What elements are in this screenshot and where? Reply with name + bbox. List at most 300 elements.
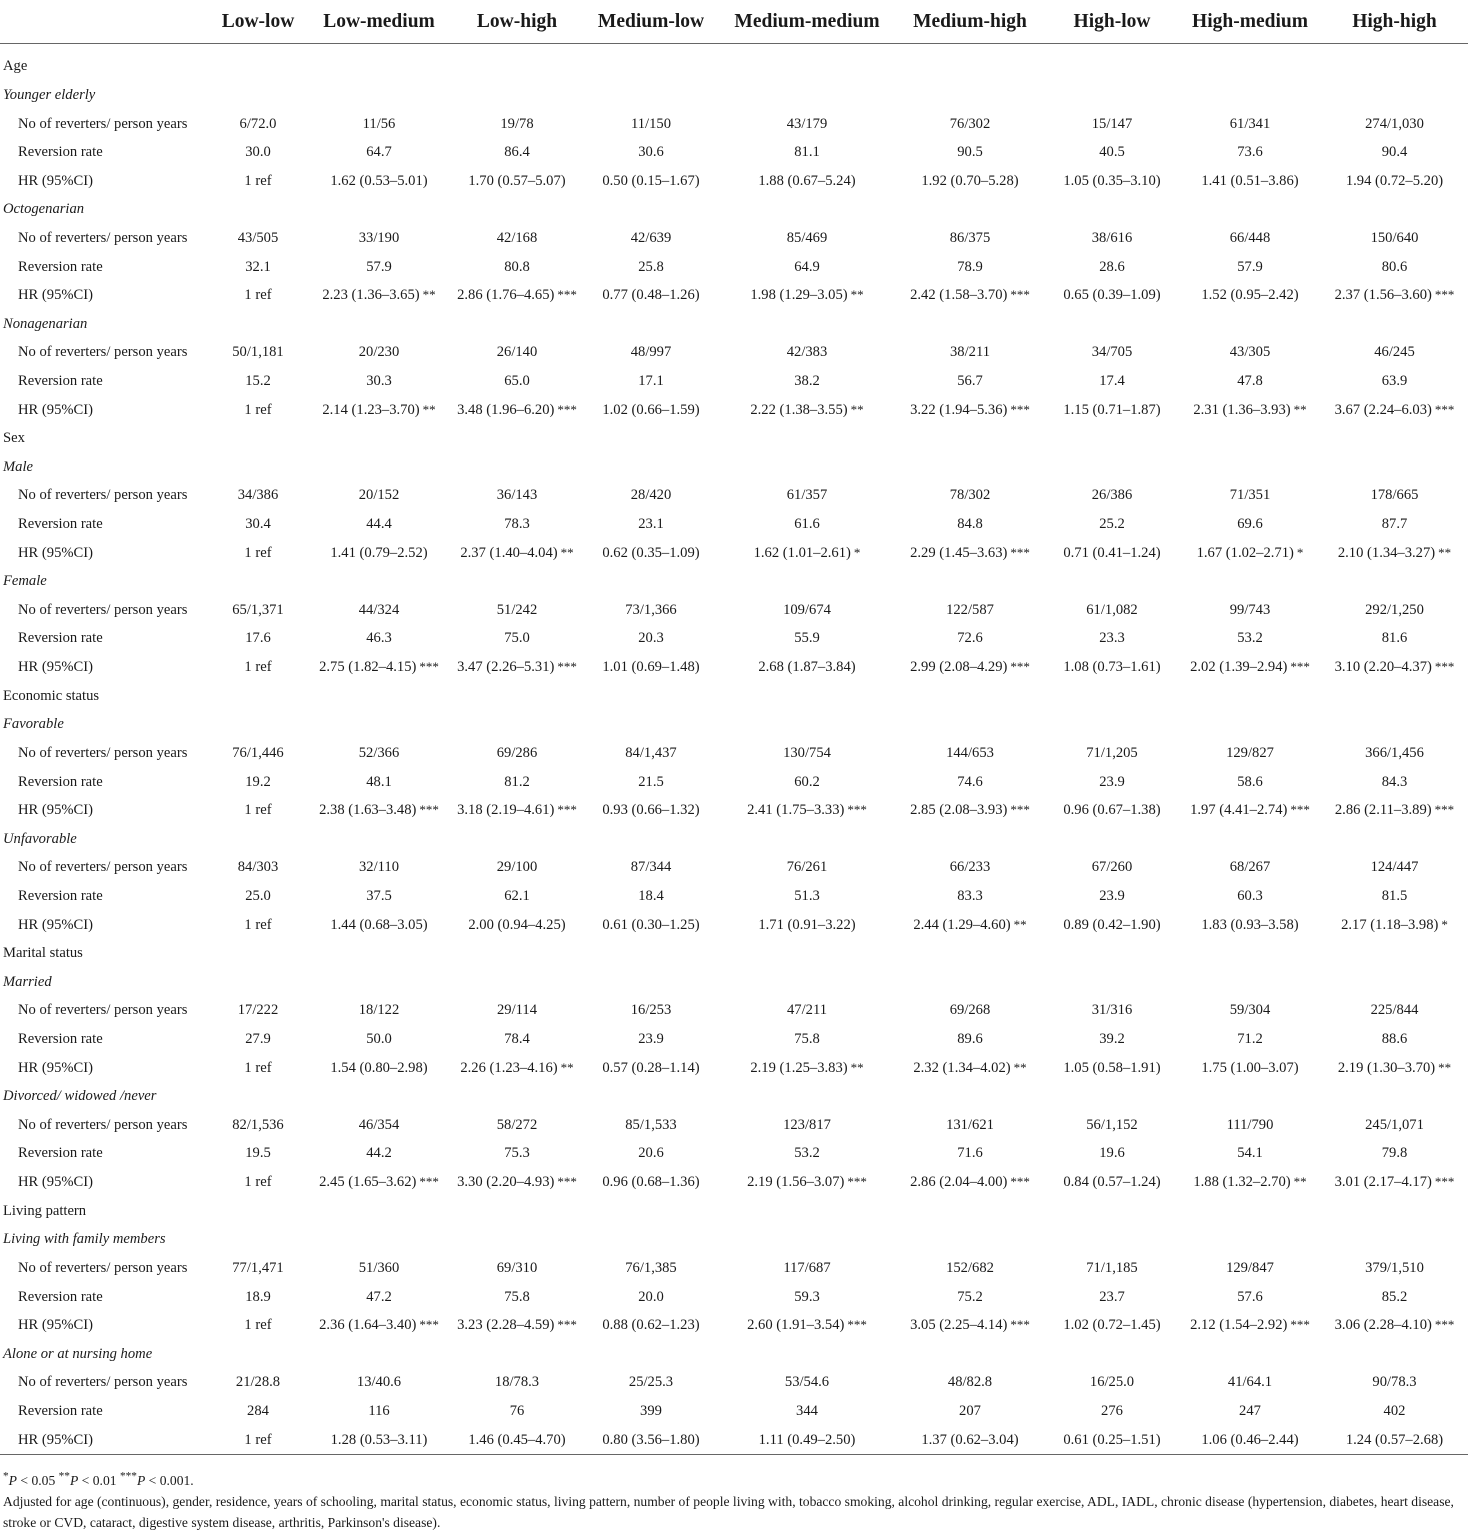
rate-value: 30.0 bbox=[245, 144, 271, 161]
hr-row bbox=[0, 538, 1468, 567]
row-label-rate: Reversion rate bbox=[18, 1288, 103, 1305]
significance-legend bbox=[3, 1470, 194, 1488]
empty-cell bbox=[895, 968, 1045, 997]
row-label-reverters: No of reverters/ person years bbox=[18, 1259, 188, 1276]
row-label-hr: HR (95%CI) bbox=[18, 1317, 93, 1334]
empty-cell bbox=[1179, 824, 1321, 853]
sig-p: P bbox=[136, 1472, 146, 1488]
empty-cell bbox=[1045, 309, 1179, 338]
hr-cell bbox=[583, 281, 719, 310]
hr-value: 3.47 (2.26–5.31) bbox=[457, 659, 555, 676]
hr-cell bbox=[451, 1053, 583, 1082]
empty-cell bbox=[895, 453, 1045, 482]
rate-value: 74.6 bbox=[957, 773, 983, 790]
reverters-value: 67/260 bbox=[1091, 859, 1133, 876]
empty-cell bbox=[451, 1225, 583, 1254]
hr-cell bbox=[1045, 1311, 1179, 1340]
rate-value: 84.3 bbox=[1381, 773, 1408, 790]
empty-cell bbox=[1179, 1082, 1321, 1111]
reverters-value: 69/268 bbox=[949, 1002, 991, 1019]
rate-value: 84.8 bbox=[957, 516, 983, 533]
hr-row bbox=[0, 1053, 1468, 1082]
significance-marker: *** bbox=[1010, 659, 1030, 675]
reverters-value: 130/754 bbox=[783, 744, 831, 761]
empty-cell bbox=[209, 424, 307, 453]
rate-value: 75.8 bbox=[794, 1031, 820, 1048]
hr-value: 1.62 (1.01–2.61) bbox=[753, 544, 851, 561]
reverters-value: 21/28.8 bbox=[235, 1374, 281, 1391]
empty-cell bbox=[307, 968, 451, 997]
hr-value: 1.83 (0.93–3.58) bbox=[1201, 916, 1299, 933]
hr-value: 1.62 (0.53–5.01) bbox=[330, 172, 428, 189]
hr-value: 3.05 (2.25–4.14) bbox=[910, 1317, 1008, 1334]
rate-value: 89.6 bbox=[957, 1031, 983, 1048]
group-title: Male bbox=[3, 458, 33, 475]
hr-cell bbox=[1321, 166, 1468, 195]
column-header: Medium-medium bbox=[719, 0, 895, 44]
hr-cell bbox=[895, 538, 1045, 567]
reverters-value: 58/272 bbox=[496, 1116, 538, 1133]
hr-value: 2.22 (1.38–3.55) bbox=[750, 401, 848, 418]
reverters-row bbox=[0, 1368, 1468, 1397]
empty-cell bbox=[719, 424, 895, 453]
empty-cell bbox=[719, 824, 895, 853]
significance-marker: ** bbox=[1293, 401, 1307, 417]
empty-cell bbox=[895, 44, 1045, 81]
hr-cell bbox=[583, 1311, 719, 1340]
empty-cell bbox=[1321, 567, 1468, 596]
rate-value: 78.3 bbox=[504, 516, 530, 533]
reverters-value: 29/114 bbox=[497, 1002, 537, 1019]
reverters-value: 86/375 bbox=[949, 229, 991, 246]
rate-value: 88.6 bbox=[1381, 1031, 1408, 1048]
row-label-rate: Reversion rate bbox=[18, 773, 103, 790]
empty-cell bbox=[209, 44, 307, 81]
hr-row bbox=[0, 395, 1468, 424]
sig-threshold: < 0.01 bbox=[78, 1472, 120, 1488]
reverters-row bbox=[0, 109, 1468, 138]
header-label-cell bbox=[0, 0, 209, 44]
reverters-value: 50/1,181 bbox=[232, 344, 284, 361]
empty-cell bbox=[209, 824, 307, 853]
empty-cell bbox=[1045, 1196, 1179, 1225]
empty-cell bbox=[719, 453, 895, 482]
significance-marker: ** bbox=[560, 544, 574, 560]
rate-row bbox=[0, 138, 1468, 167]
rate-value: 21.5 bbox=[638, 773, 664, 790]
rate-value: 284 bbox=[247, 1402, 269, 1419]
empty-cell bbox=[209, 81, 307, 110]
group-title: Alone or at nursing home bbox=[3, 1345, 153, 1362]
sig-p: P bbox=[8, 1472, 17, 1488]
reverters-value: 11/56 bbox=[362, 115, 396, 132]
empty-cell bbox=[307, 44, 451, 81]
hr-cell bbox=[1045, 281, 1179, 310]
rate-row bbox=[0, 367, 1468, 396]
reverters-value: 16/25.0 bbox=[1089, 1374, 1135, 1391]
row-label-hr: HR (95%CI) bbox=[18, 544, 93, 561]
rate-value: 65.0 bbox=[504, 373, 530, 389]
rate-value: 25.8 bbox=[638, 258, 664, 275]
empty-cell bbox=[451, 1196, 583, 1225]
hr-value: 1.44 (0.68–3.05) bbox=[330, 916, 428, 933]
hr-cell bbox=[1179, 1425, 1321, 1454]
empty-cell bbox=[719, 939, 895, 968]
hr-cell bbox=[307, 1053, 451, 1082]
rate-value: 54.1 bbox=[1237, 1145, 1263, 1162]
empty-cell bbox=[451, 968, 583, 997]
hr-value: 3.67 (2.24–6.03) bbox=[1334, 401, 1432, 418]
hr-cell bbox=[307, 1311, 451, 1340]
reverters-value: 85/1,533 bbox=[625, 1116, 677, 1133]
hr-cell bbox=[719, 281, 895, 310]
hr-cell bbox=[583, 166, 719, 195]
reverters-row bbox=[0, 1254, 1468, 1283]
rate-value: 78.9 bbox=[957, 258, 983, 275]
rate-value: 71.6 bbox=[957, 1145, 983, 1162]
rate-value: 23.9 bbox=[1099, 773, 1125, 790]
rate-value: 44.2 bbox=[366, 1145, 392, 1162]
reverters-value: 82/1,536 bbox=[232, 1116, 284, 1133]
column-header: High-medium bbox=[1179, 0, 1321, 44]
hr-value: 1.97 (4.41–2.74) bbox=[1190, 802, 1288, 819]
empty-cell bbox=[1321, 195, 1468, 224]
reverters-value: 46/245 bbox=[1374, 344, 1415, 361]
reverters-value: 29/100 bbox=[496, 859, 538, 876]
reverters-value: 31/316 bbox=[1091, 1002, 1133, 1019]
group-title: Divorced/ widowed /never bbox=[3, 1088, 157, 1105]
empty-cell bbox=[1179, 44, 1321, 81]
significance-marker: ** bbox=[850, 287, 864, 303]
hr-value: 2.00 (0.94–4.25) bbox=[468, 916, 566, 933]
rate-value: 20.3 bbox=[638, 630, 664, 647]
hr-value: 0.88 (0.62–1.23) bbox=[602, 1317, 700, 1334]
reverters-value: 43/179 bbox=[786, 115, 828, 132]
reverters-row bbox=[0, 996, 1468, 1025]
reverters-value: 13/40.6 bbox=[356, 1374, 402, 1391]
reverters-value: 84/303 bbox=[237, 859, 279, 876]
group-row bbox=[0, 567, 1468, 596]
hr-cell bbox=[719, 538, 895, 567]
hr-cell bbox=[895, 1053, 1045, 1082]
reverters-value: 44/324 bbox=[358, 601, 400, 618]
rate-value: 57.9 bbox=[1237, 258, 1263, 275]
hr-cell bbox=[895, 910, 1045, 939]
rate-value: 402 bbox=[1383, 1402, 1406, 1419]
rate-value: 23.9 bbox=[1099, 887, 1125, 904]
hr-cell bbox=[209, 538, 307, 567]
group-title: Favorable bbox=[3, 716, 64, 733]
rate-value: 25.2 bbox=[1099, 516, 1125, 533]
sig-stars: *** bbox=[119, 1470, 137, 1482]
reverters-row bbox=[0, 224, 1468, 253]
hr-value: 1 ref bbox=[244, 401, 272, 418]
rate-value: 71.2 bbox=[1237, 1031, 1263, 1048]
row-label-hr: HR (95%CI) bbox=[18, 1174, 93, 1191]
hr-value: 1.41 (0.79–2.52) bbox=[330, 544, 428, 561]
hr-cell bbox=[895, 1311, 1045, 1340]
row-label-hr: HR (95%CI) bbox=[0, 1425, 209, 1454]
hr-cell bbox=[1179, 166, 1321, 195]
rate-value: 57.6 bbox=[1237, 1288, 1263, 1305]
reverters-value: 59/304 bbox=[1229, 1002, 1271, 1019]
rate-value: 87.7 bbox=[1381, 516, 1408, 533]
reverters-value: 38/616 bbox=[1091, 229, 1133, 246]
significance-marker: *** bbox=[1434, 1174, 1455, 1190]
hr-cell bbox=[1045, 1425, 1179, 1454]
reverters-value: 68/267 bbox=[1229, 859, 1271, 876]
hr-cell bbox=[209, 1311, 307, 1340]
hr-cell bbox=[1321, 796, 1468, 825]
empty-cell bbox=[895, 939, 1045, 968]
hr-cell bbox=[451, 1311, 583, 1340]
empty-cell bbox=[307, 81, 451, 110]
reverters-value: 41/64.1 bbox=[1227, 1374, 1273, 1391]
empty-cell bbox=[1045, 44, 1179, 81]
reverters-value: 129/827 bbox=[1226, 744, 1274, 761]
hr-cell bbox=[1179, 1168, 1321, 1197]
empty-cell bbox=[209, 567, 307, 596]
rate-row bbox=[0, 1397, 1468, 1426]
hr-value: 2.37 (1.56–3.60) bbox=[1334, 287, 1432, 304]
hr-cell bbox=[1179, 1311, 1321, 1340]
column-header: Low-high bbox=[451, 0, 583, 44]
hr-cell bbox=[719, 910, 895, 939]
reverters-value: 71/1,205 bbox=[1086, 744, 1138, 761]
hr-cell bbox=[209, 910, 307, 939]
row-label-hr: HR (95%CI) bbox=[18, 287, 93, 304]
hr-value: 2.32 (1.34–4.02) bbox=[913, 1059, 1011, 1076]
significance-marker: *** bbox=[847, 802, 867, 818]
rate-value: 30.4 bbox=[245, 516, 271, 533]
hr-cell bbox=[1179, 653, 1321, 682]
row-label-rate: Reversion rate bbox=[18, 258, 103, 275]
significance-marker: * bbox=[1296, 544, 1304, 560]
hr-value: 1.41 (0.51–3.86) bbox=[1201, 172, 1299, 189]
rate-value: 81.5 bbox=[1381, 887, 1408, 904]
group-row bbox=[0, 1082, 1468, 1111]
row-label-reverters: No of reverters/ person years bbox=[18, 744, 188, 761]
hr-row bbox=[0, 1311, 1468, 1340]
hr-cell bbox=[719, 1053, 895, 1082]
significance-marker: *** bbox=[557, 401, 577, 417]
empty-cell bbox=[209, 968, 307, 997]
significance-marker: *** bbox=[419, 659, 439, 675]
hr-cell bbox=[307, 281, 451, 310]
rate-value: 48.1 bbox=[366, 773, 392, 790]
empty-cell bbox=[451, 681, 583, 710]
reverters-value: 61/357 bbox=[786, 487, 828, 504]
empty-cell bbox=[1321, 939, 1468, 968]
reverters-value: 90/78.3 bbox=[1372, 1374, 1417, 1391]
hr-value: 1 ref bbox=[244, 916, 272, 933]
group-row bbox=[0, 710, 1468, 739]
significance-marker: ** bbox=[1438, 544, 1452, 560]
row-label-reverters: No of reverters/ person years bbox=[18, 115, 188, 132]
hr-value: 1.02 (0.72–1.45) bbox=[1063, 1317, 1161, 1334]
reverters-value: 69/310 bbox=[496, 1259, 538, 1276]
empty-cell bbox=[583, 710, 719, 739]
empty-cell bbox=[1045, 939, 1179, 968]
hr-value: 1.11 (0.49–2.50) bbox=[758, 1431, 856, 1448]
hr-value: 1.75 (1.00–3.07) bbox=[1201, 1059, 1299, 1076]
hr-cell bbox=[719, 653, 895, 682]
reverters-value: 366/1,456 bbox=[1365, 744, 1424, 761]
row-label-reverters: No of reverters/ person years bbox=[18, 487, 188, 504]
rate-value: 18.9 bbox=[245, 1288, 271, 1305]
reverters-value: 32/110 bbox=[359, 859, 399, 876]
rate-value: 47.8 bbox=[1237, 373, 1263, 389]
column-header: Low-medium bbox=[307, 0, 451, 44]
reverters-value: 34/705 bbox=[1091, 344, 1133, 361]
empty-cell bbox=[583, 195, 719, 224]
reverters-value: 76/1,385 bbox=[625, 1259, 677, 1276]
column-header: High-high bbox=[1321, 0, 1468, 44]
rate-value: 60.3 bbox=[1237, 887, 1263, 904]
rate-value: 15.2 bbox=[245, 373, 271, 389]
hr-value: 2.17 (1.18–3.98) bbox=[1341, 916, 1439, 933]
rate-value: 75.2 bbox=[957, 1288, 983, 1305]
significance-marker: * bbox=[853, 544, 861, 560]
empty-cell bbox=[1179, 1196, 1321, 1225]
hr-cell bbox=[1179, 796, 1321, 825]
empty-cell bbox=[719, 44, 895, 81]
reverters-value: 84/1,437 bbox=[625, 744, 677, 761]
section-title: Marital status bbox=[3, 945, 83, 962]
empty-cell bbox=[307, 195, 451, 224]
hr-value: 1.52 (0.95–2.42) bbox=[1201, 287, 1299, 304]
rate-value: 23.3 bbox=[1099, 630, 1125, 647]
hr-cell bbox=[307, 653, 451, 682]
significance-marker: * bbox=[1441, 916, 1448, 932]
reverters-value: 17/222 bbox=[237, 1002, 279, 1019]
reverters-value: 51/242 bbox=[496, 601, 538, 618]
rate-value: 32.1 bbox=[245, 258, 271, 275]
empty-cell bbox=[1045, 1225, 1179, 1254]
rate-row bbox=[0, 1025, 1468, 1054]
significance-marker: ** bbox=[1438, 1059, 1452, 1075]
rate-value: 69.6 bbox=[1237, 516, 1263, 533]
hr-cell bbox=[209, 1425, 307, 1454]
reverters-value: 124/447 bbox=[1370, 859, 1419, 876]
empty-cell bbox=[1045, 824, 1179, 853]
hr-cell bbox=[1179, 910, 1321, 939]
empty-cell bbox=[307, 681, 451, 710]
group-title: Unfavorable bbox=[3, 830, 77, 847]
hr-cell bbox=[895, 653, 1045, 682]
empty-cell bbox=[895, 1196, 1045, 1225]
empty-cell bbox=[583, 453, 719, 482]
reverters-value: 144/653 bbox=[946, 744, 994, 761]
rate-value: 53.2 bbox=[794, 1145, 820, 1162]
hr-cell bbox=[1045, 1168, 1179, 1197]
rate-row bbox=[0, 767, 1468, 796]
rate-value: 46.3 bbox=[366, 630, 392, 647]
rate-value: 59.3 bbox=[794, 1288, 820, 1305]
hr-value: 3.18 (2.19–4.61) bbox=[457, 802, 555, 819]
hr-value: 2.29 (1.45–3.63) bbox=[910, 544, 1008, 561]
reverters-value: 36/143 bbox=[496, 487, 538, 504]
hr-value: 1.94 (0.72–5.20) bbox=[1345, 172, 1444, 189]
significance-marker: *** bbox=[1010, 544, 1030, 560]
empty-cell bbox=[895, 824, 1045, 853]
hr-cell bbox=[451, 1425, 583, 1454]
reverters-value: 6/72.0 bbox=[239, 115, 277, 132]
hr-value: 3.30 (2.20–4.93) bbox=[457, 1174, 555, 1191]
reverters-row bbox=[0, 596, 1468, 625]
empty-cell bbox=[583, 1082, 719, 1111]
empty-cell bbox=[451, 567, 583, 596]
significance-marker: *** bbox=[1290, 1317, 1310, 1333]
hr-value: 0.62 (0.35–1.09) bbox=[602, 544, 700, 561]
empty-cell bbox=[719, 968, 895, 997]
significance-marker: *** bbox=[1434, 287, 1455, 303]
hr-row bbox=[0, 166, 1468, 195]
row-label-hr: HR (95%CI) bbox=[18, 401, 93, 418]
sig-stars: ** bbox=[58, 1470, 70, 1482]
reverters-value: 66/448 bbox=[1229, 229, 1271, 246]
hr-row bbox=[0, 796, 1468, 825]
rate-value: 85.2 bbox=[1381, 1288, 1408, 1305]
hr-cell bbox=[451, 281, 583, 310]
significance-marker: *** bbox=[557, 659, 577, 675]
rate-value: 61.6 bbox=[794, 516, 820, 533]
hr-value: 1.92 (0.70–5.28) bbox=[921, 172, 1019, 189]
hr-value: 1 ref bbox=[244, 659, 272, 676]
hr-value: 0.93 (0.66–1.32) bbox=[602, 802, 700, 819]
row-label-reverters: No of reverters/ person years bbox=[18, 229, 188, 246]
row-label-reverters: No of reverters/ person years bbox=[18, 859, 188, 876]
reverters-value: 225/844 bbox=[1370, 1002, 1419, 1019]
hr-value: 3.01 (2.17–4.17) bbox=[1334, 1174, 1432, 1191]
hr-value: 0.96 (0.67–1.38) bbox=[1063, 802, 1161, 819]
row-label-rate: Reversion rate bbox=[18, 630, 103, 647]
hr-value: 2.36 (1.64–3.40) bbox=[319, 1317, 417, 1334]
hr-cell bbox=[209, 1168, 307, 1197]
rate-value: 78.4 bbox=[504, 1031, 530, 1048]
empty-cell bbox=[583, 1225, 719, 1254]
reverters-value: 131/621 bbox=[946, 1116, 994, 1133]
empty-cell bbox=[1179, 1339, 1321, 1368]
hr-value: 2.19 (1.25–3.83) bbox=[750, 1059, 848, 1076]
reverters-value: 99/743 bbox=[1229, 601, 1271, 618]
rate-value: 75.0 bbox=[504, 630, 530, 647]
empty-cell bbox=[451, 424, 583, 453]
empty-cell bbox=[451, 195, 583, 224]
reverters-value: 71/351 bbox=[1229, 487, 1271, 504]
reverters-value: 43/305 bbox=[1229, 344, 1271, 361]
reverters-value: 292/1,250 bbox=[1365, 601, 1424, 618]
significance-marker: *** bbox=[1010, 1174, 1030, 1190]
rate-value: 28.6 bbox=[1099, 258, 1125, 275]
reverters-value: 76/1,446 bbox=[232, 744, 284, 761]
reverters-row bbox=[0, 739, 1468, 768]
rate-value: 27.9 bbox=[245, 1031, 271, 1048]
significance-marker: ** bbox=[422, 401, 436, 417]
hr-value: 2.19 (1.56–3.07) bbox=[747, 1174, 845, 1191]
hr-cell bbox=[209, 166, 307, 195]
reverters-value: 51/360 bbox=[358, 1259, 400, 1276]
empty-cell bbox=[895, 1225, 1045, 1254]
empty-cell bbox=[583, 1339, 719, 1368]
reverters-value: 245/1,071 bbox=[1365, 1116, 1424, 1133]
rate-value: 47.2 bbox=[366, 1288, 392, 1305]
hr-value: 2.75 (1.82–4.15) bbox=[319, 659, 417, 676]
reverters-value: 18/78.3 bbox=[494, 1374, 540, 1391]
empty-cell bbox=[1045, 81, 1179, 110]
reverters-value: 28/420 bbox=[630, 487, 672, 504]
hr-value: 3.06 (2.28–4.10) bbox=[1334, 1317, 1432, 1334]
